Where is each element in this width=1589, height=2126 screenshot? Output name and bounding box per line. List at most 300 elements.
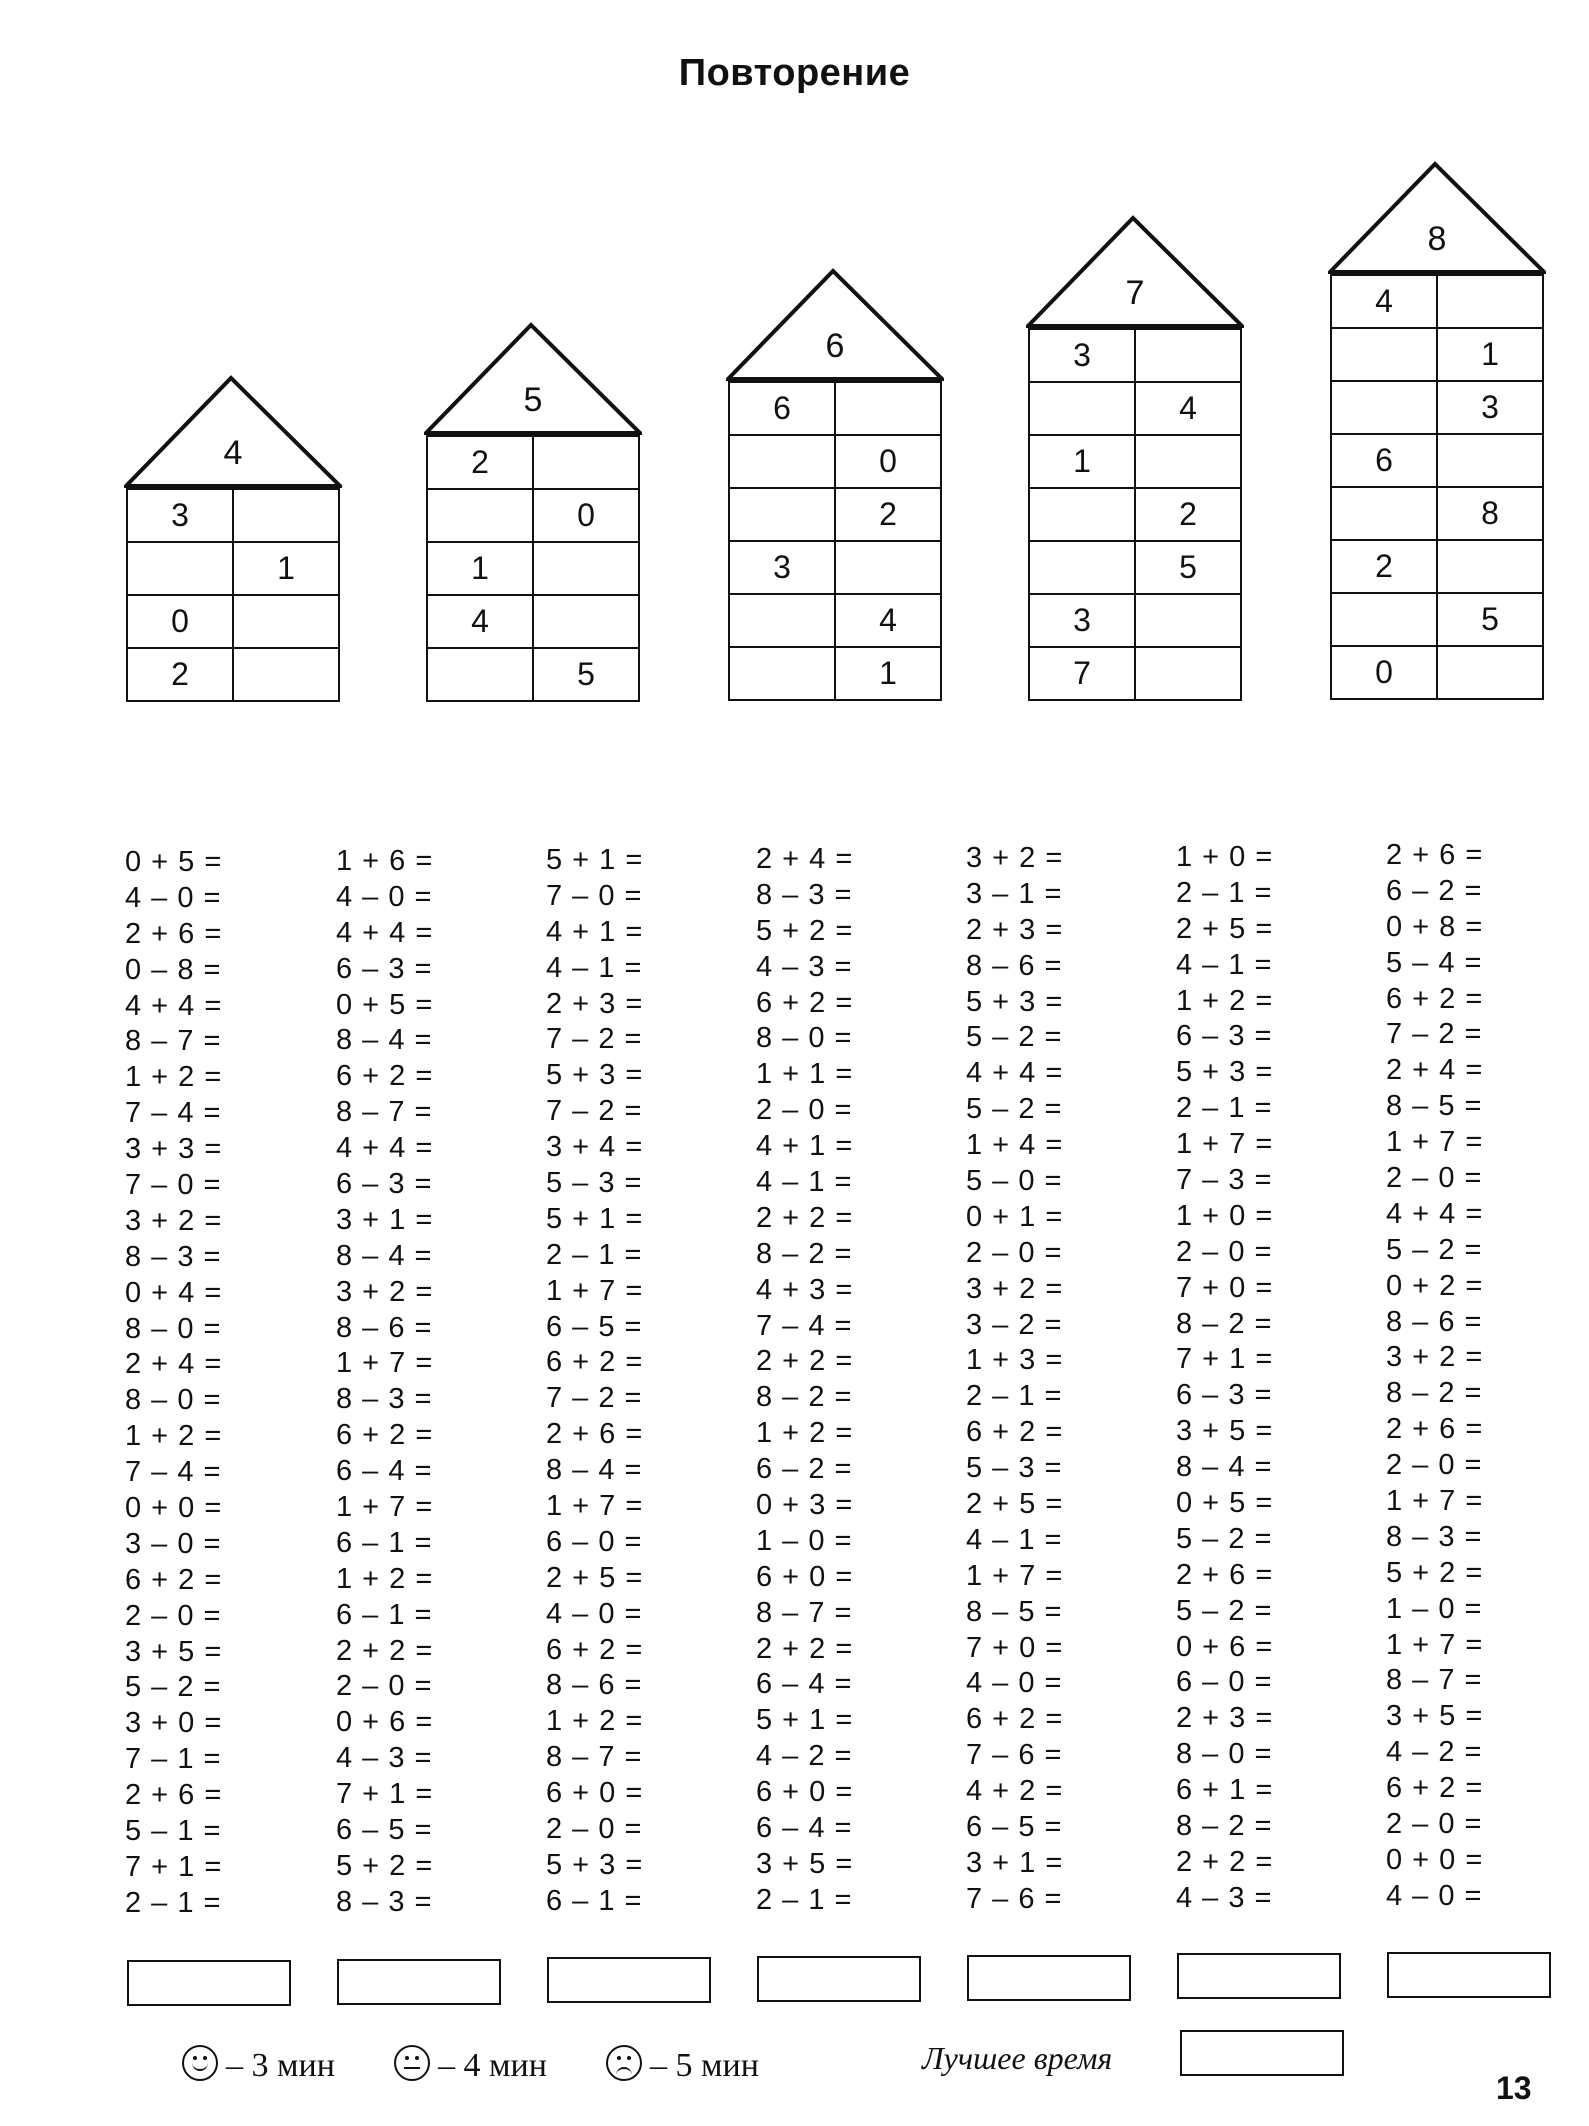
house-row (1331, 540, 1543, 593)
exercise: 6 – 2 = (756, 1453, 853, 1486)
exercise: 2 – 0 = (756, 1094, 853, 1127)
exercise: 6 + 2 = (756, 986, 854, 1019)
house-cell-empty[interactable] (1029, 382, 1135, 435)
exercise: 4 – 1 = (546, 951, 643, 984)
exercise: 0 + 5 = (1176, 1487, 1274, 1520)
exercise: 2 – 1 = (966, 1380, 1063, 1413)
house-cell: 3 (1029, 329, 1135, 382)
exercise: 5 + 1 = (546, 844, 644, 876)
exercise: 2 – 0 = (966, 1236, 1063, 1269)
exercise: 8 – 3 = (125, 1240, 222, 1273)
number-house (424, 321, 642, 702)
exercise: 7 + 1 = (125, 1850, 223, 1883)
exercise: 6 + 0 = (756, 1776, 854, 1809)
exercise: 7 – 0 = (125, 1169, 222, 1202)
exercise: 6 – 3 = (1176, 1379, 1273, 1412)
house-row (729, 647, 941, 700)
house-row (729, 541, 941, 594)
exercise: 6 + 2 = (1386, 982, 1484, 1015)
exercise: 4 + 3 = (756, 1273, 854, 1306)
exercise: 8 – 3 = (756, 878, 853, 911)
house-cell-empty[interactable] (729, 647, 835, 700)
house-row (127, 489, 339, 542)
exercise: 4 + 4 = (125, 989, 223, 1022)
exercise: 1 + 2 = (756, 1417, 854, 1450)
house-cell: 0 (127, 595, 233, 648)
house-roof-number: 7 (1125, 273, 1145, 312)
exercise: 2 – 0 = (546, 1813, 643, 1846)
exercise: 4 – 0 = (336, 880, 433, 913)
exercise: 0 + 6 = (336, 1706, 434, 1739)
house-cell: 1 (427, 542, 533, 595)
exercise: 0 + 4 = (125, 1276, 223, 1309)
house-cell: 3 (729, 541, 835, 594)
house-cell-empty[interactable] (1437, 540, 1543, 593)
exercise: 1 – 0 = (756, 1524, 853, 1557)
exercise: 3 – 1 = (966, 877, 1063, 910)
exercise: 8 – 5 = (1386, 1090, 1483, 1123)
neutral-face-icon (394, 2045, 430, 2081)
exercise: 7 – 6 = (966, 1882, 1063, 1915)
exercise: 3 + 5 = (1386, 1700, 1484, 1733)
exercise: 6 + 0 = (546, 1777, 644, 1810)
exercise: 4 – 3 = (336, 1742, 433, 1775)
exercise: 0 + 0 = (125, 1492, 223, 1525)
exercise: 1 + 7 = (546, 1490, 644, 1523)
house-cell-empty[interactable] (1331, 328, 1437, 381)
house-cell: 3 (1437, 381, 1543, 434)
exercise: 8 – 7 = (1386, 1664, 1483, 1697)
exercise: 5 – 2 = (1176, 1594, 1273, 1627)
exercise: 6 + 2 = (336, 1060, 434, 1093)
exercise: 3 + 4 = (546, 1131, 644, 1164)
exercise: 3 + 0 = (125, 1707, 223, 1740)
house-row (729, 382, 941, 435)
number-house (1328, 160, 1546, 700)
exercise: 8 – 2 = (756, 1381, 853, 1414)
exercise: 1 + 2 = (1176, 984, 1274, 1017)
exercise: 1 + 7 = (336, 1347, 434, 1380)
exercise: 2 + 2 = (1176, 1845, 1274, 1878)
exercise: 1 + 7 = (546, 1274, 644, 1307)
exercise: 7 – 6 = (966, 1739, 1063, 1772)
house-cell-empty[interactable] (729, 488, 835, 541)
house-row (1331, 646, 1543, 699)
house-cell: 7 (1029, 647, 1135, 700)
exercise: 8 – 2 = (1176, 1307, 1273, 1340)
house-row (1029, 329, 1241, 382)
house-cell-empty[interactable] (729, 594, 835, 647)
exercise: 3 + 5 = (756, 1847, 854, 1880)
house-cell-empty[interactable] (835, 541, 941, 594)
exercise: 6 + 2 = (966, 1703, 1064, 1736)
exercise: 5 – 2 = (1176, 1522, 1273, 1555)
exercise: 3 + 5 = (125, 1635, 223, 1668)
house-body (426, 435, 640, 702)
exercise: 0 + 1 = (966, 1200, 1064, 1233)
house-cell-empty[interactable] (1135, 329, 1241, 382)
house-cell: 4 (1331, 275, 1437, 328)
house-cell-empty[interactable] (1331, 381, 1437, 434)
exercise: 1 + 2 = (336, 1562, 434, 1595)
exercise: 8 – 6 = (1386, 1305, 1483, 1338)
exercise: 3 + 5 = (1176, 1415, 1274, 1448)
exercise: 2 – 1 = (1176, 1092, 1273, 1125)
exercise: 8 – 3 = (336, 1383, 433, 1416)
house-cell-empty[interactable] (1331, 593, 1437, 646)
house-roof-number: 5 (523, 380, 543, 419)
house-cell: 6 (729, 382, 835, 435)
exercise-column (125, 845, 315, 1922)
exercise: 7 – 2 = (546, 1382, 643, 1415)
house-cell-empty[interactable] (1331, 487, 1437, 540)
number-house (1026, 214, 1244, 701)
house-cell: 0 (1331, 646, 1437, 699)
house-cell: 3 (127, 489, 233, 542)
exercise: 8 – 0 = (1176, 1738, 1273, 1771)
exercise: 1 + 7 = (966, 1559, 1064, 1592)
exercise: 2 – 0 = (336, 1670, 433, 1703)
house-cell: 3 (1029, 594, 1135, 647)
exercise: 6 – 3 = (336, 952, 433, 985)
house-row (1029, 488, 1241, 541)
exercise: 4 + 4 = (966, 1057, 1064, 1090)
exercise: 0 + 8 = (1386, 910, 1484, 943)
exercise: 1 + 0 = (1176, 1199, 1274, 1232)
exercise: 2 + 5 = (546, 1561, 644, 1594)
exercise: 4 + 4 = (1386, 1197, 1484, 1230)
house-cell-empty[interactable] (533, 542, 639, 595)
exercise-column (336, 844, 526, 1921)
house-row (427, 436, 639, 489)
exercise: 1 + 4 = (966, 1129, 1064, 1162)
column-time-box[interactable] (757, 1956, 921, 2002)
house-cell: 5 (533, 648, 639, 701)
house-row (1331, 381, 1543, 434)
exercise-column (1176, 840, 1366, 1917)
exercise: 6 + 2 = (546, 1633, 644, 1666)
exercise: 6 – 0 = (1176, 1666, 1273, 1699)
column-time-box[interactable] (337, 1959, 501, 2005)
number-house (726, 267, 944, 701)
exercise: 8 – 0 = (125, 1384, 222, 1417)
column-time-box[interactable] (547, 1957, 711, 2003)
house-cell-empty[interactable] (127, 542, 233, 595)
exercise: 5 + 1 = (546, 1202, 644, 1235)
exercise: 8 – 7 = (336, 1096, 433, 1129)
exercise: 6 – 1 = (336, 1598, 433, 1631)
exercise: 8 – 4 = (1176, 1451, 1273, 1484)
house-cell-empty[interactable] (729, 435, 835, 488)
exercise: 2 + 2 = (336, 1634, 434, 1667)
house-body (1330, 274, 1544, 700)
house-roof-number: 8 (1427, 220, 1447, 258)
house-body (728, 381, 942, 701)
exercise: 6 – 4 = (756, 1668, 853, 1701)
exercise: 6 – 4 = (336, 1455, 433, 1488)
exercise: 2 + 6 = (125, 1779, 223, 1812)
exercise: 2 – 1 = (1176, 876, 1273, 909)
exercise: 5 – 2 = (125, 1671, 222, 1704)
house-cell: 1 (1437, 328, 1543, 381)
house-cell: 5 (1437, 593, 1543, 646)
house-cell: 2 (427, 436, 533, 489)
exercise: 4 – 1 = (1176, 948, 1273, 981)
house-cell: 2 (1331, 540, 1437, 593)
exercise: 0 + 2 = (1386, 1269, 1484, 1302)
exercise: 3 + 2 = (966, 1272, 1064, 1305)
house-roof-number: 6 (825, 327, 845, 365)
exercise: 8 – 7 = (546, 1741, 643, 1774)
exercise: 2 + 6 = (1386, 839, 1484, 871)
house-cell-empty[interactable] (1437, 434, 1543, 487)
exercise: 4 – 0 = (546, 1597, 643, 1630)
exercise-column (1386, 838, 1576, 1915)
exercise: 2 – 0 = (1386, 1449, 1483, 1482)
exercise: 7 – 4 = (125, 1097, 222, 1130)
exercise: 5 + 3 = (546, 1059, 644, 1092)
exercise: 2 + 3 = (1176, 1702, 1274, 1735)
house-cell: 1 (835, 647, 941, 700)
exercise: 7 – 2 = (546, 1095, 643, 1128)
exercise: 5 + 2 = (336, 1849, 434, 1882)
exercise: 2 + 4 = (1386, 1054, 1484, 1087)
exercise: 1 + 2 = (546, 1705, 644, 1738)
exercise: 0 – 8 = (125, 953, 222, 986)
exercise: 7 – 0 = (546, 879, 643, 912)
house-row (1331, 487, 1543, 540)
house-row (427, 542, 639, 595)
exercise: 2 – 0 = (1386, 1162, 1483, 1195)
house-row (427, 648, 639, 701)
exercise: 8 – 2 = (1176, 1810, 1273, 1843)
house-cell-empty[interactable] (1029, 541, 1135, 594)
house-cell-empty[interactable] (233, 648, 339, 701)
column-time-box[interactable] (967, 1955, 1131, 2001)
exercise: 5 + 3 = (966, 985, 1064, 1018)
exercise: 5 – 2 = (966, 1021, 1063, 1054)
house-cell-empty[interactable] (1135, 435, 1241, 488)
exercise: 8 – 6 = (546, 1669, 643, 1702)
exercise: 2 – 0 = (1176, 1235, 1273, 1268)
number-house (124, 374, 342, 702)
exercise: 4 – 0 = (125, 881, 222, 914)
exercise: 4 – 0 = (1386, 1879, 1483, 1912)
exercise: 5 – 4 = (1386, 946, 1483, 979)
house-cell: 1 (1029, 435, 1135, 488)
house-cell-empty[interactable] (1135, 647, 1241, 700)
house-cell-empty[interactable] (233, 489, 339, 542)
house-cell-empty[interactable] (1437, 646, 1543, 699)
exercise: 4 + 4 = (336, 916, 434, 949)
house-body (126, 488, 340, 702)
exercise: 8 – 6 = (336, 1311, 433, 1344)
house-cell-empty[interactable] (427, 648, 533, 701)
exercise: 5 – 1 = (125, 1815, 222, 1848)
legend-happy: – 3 мин (182, 2045, 335, 2085)
house-cell: 0 (533, 489, 639, 542)
exercise: 1 + 7 = (1176, 1128, 1274, 1161)
exercise: 6 + 2 = (966, 1416, 1064, 1449)
exercise: 2 – 1 = (125, 1886, 222, 1919)
exercise: 8 – 6 = (966, 949, 1063, 982)
exercise: 3 – 2 = (966, 1308, 1063, 1341)
exercise: 7 + 0 = (1176, 1271, 1274, 1304)
house-row (1029, 594, 1241, 647)
house-row (1331, 328, 1543, 381)
exercise: 2 + 6 = (1176, 1558, 1274, 1591)
exercise: 8 – 0 = (125, 1312, 222, 1345)
best-time-label: Лучшее время (922, 2040, 1113, 2076)
exercise: 4 + 1 = (546, 915, 644, 948)
exercise: 1 + 2 = (125, 1061, 223, 1094)
house-cell: 2 (835, 488, 941, 541)
house-row (1029, 382, 1241, 435)
house-row (1029, 647, 1241, 700)
exercise: 4 – 1 = (966, 1523, 1063, 1556)
exercise: 5 + 3 = (1176, 1056, 1274, 1089)
exercise: 4 – 2 = (756, 1740, 853, 1773)
best-time-box[interactable] (1180, 2030, 1344, 2076)
exercise: 1 + 0 = (1176, 841, 1274, 873)
exercise: 1 + 1 = (756, 1058, 854, 1091)
house-row (127, 542, 339, 595)
exercise: 2 + 5 = (1176, 912, 1274, 945)
exercise: 8 – 4 = (546, 1454, 643, 1487)
exercise: 6 + 2 = (336, 1419, 434, 1452)
exercise: 2 + 2 = (756, 1632, 854, 1665)
house-row (427, 595, 639, 648)
exercise: 8 – 3 = (336, 1885, 433, 1918)
house-cell-empty[interactable] (533, 436, 639, 489)
house-row (427, 489, 639, 542)
house-roof-number: 4 (223, 434, 243, 472)
exercise: 6 + 1 = (1176, 1774, 1274, 1807)
exercise: 6 – 1 = (546, 1884, 643, 1917)
page-number: 13 (1496, 2070, 1532, 2106)
exercise: 6 + 2 = (546, 1346, 644, 1379)
exercise: 6 – 5 = (966, 1811, 1063, 1844)
exercise: 8 – 7 = (756, 1596, 853, 1629)
house-body (1028, 328, 1242, 701)
column-time-box[interactable] (1387, 1952, 1551, 1998)
house-cell: 4 (427, 595, 533, 648)
house-cell: 5 (1135, 541, 1241, 594)
house-cell-empty[interactable] (233, 595, 339, 648)
exercise: 5 + 2 = (1386, 1556, 1484, 1589)
exercise: 2 + 6 = (1386, 1413, 1484, 1446)
house-cell-empty[interactable] (1029, 488, 1135, 541)
exercise: 5 + 1 = (756, 1704, 854, 1737)
exercise: 7 – 4 = (125, 1456, 222, 1489)
house-cell-empty[interactable] (835, 382, 941, 435)
house-row (1029, 435, 1241, 488)
exercise: 2 – 1 = (756, 1883, 853, 1916)
exercise: 6 + 0 = (756, 1560, 854, 1593)
exercise: 4 + 2 = (966, 1775, 1064, 1808)
legend-sad: – 5 мин (606, 2045, 759, 2085)
sad-face-icon (606, 2045, 642, 2081)
exercise: 4 – 3 = (756, 950, 853, 983)
house-cell-empty[interactable] (427, 489, 533, 542)
exercise: 3 + 3 = (125, 1133, 223, 1166)
exercise: 5 – 3 = (546, 1167, 643, 1200)
exercise: 8 – 5 = (966, 1595, 1063, 1628)
exercise-column (966, 841, 1156, 1918)
exercise: 7 + 1 = (1176, 1343, 1274, 1376)
exercise: 1 + 7 = (336, 1491, 434, 1524)
house-cell: 4 (835, 594, 941, 647)
exercise: 3 + 2 = (336, 1275, 434, 1308)
exercise: 3 + 2 = (1386, 1341, 1484, 1374)
exercise: 6 – 3 = (1176, 1020, 1273, 1053)
happy-face-icon (182, 2045, 218, 2081)
house-row (1029, 541, 1241, 594)
exercise: 3 + 2 = (966, 842, 1064, 874)
exercise: 1 + 2 = (125, 1420, 223, 1453)
house-cell: 1 (233, 542, 339, 595)
exercise: 7 – 1 = (125, 1743, 222, 1776)
exercise: 2 + 6 = (546, 1418, 644, 1451)
exercise: 1 + 3 = (966, 1344, 1064, 1377)
exercise: 2 + 2 = (756, 1345, 854, 1378)
exercise: 8 – 2 = (1386, 1377, 1483, 1410)
exercise: 5 – 3 = (966, 1452, 1063, 1485)
exercise: 5 + 3 = (546, 1848, 644, 1881)
exercise: 8 – 4 = (336, 1239, 433, 1272)
exercise: 7 – 3 = (1176, 1164, 1273, 1197)
exercise: 7 – 2 = (546, 1023, 643, 1056)
exercise: 6 – 4 = (756, 1812, 853, 1845)
exercise: 2 + 3 = (546, 987, 644, 1020)
exercise: 1 + 7 = (1386, 1628, 1484, 1661)
house-cell: 2 (127, 648, 233, 701)
house-row (729, 435, 941, 488)
exercise: 2 – 1 = (546, 1238, 643, 1271)
exercise: 0 + 5 = (336, 988, 434, 1021)
house-cell-empty[interactable] (1135, 594, 1241, 647)
exercise: 2 – 0 = (125, 1599, 222, 1632)
legend-neutral: – 4 мин (394, 2045, 547, 2085)
house-row (729, 594, 941, 647)
exercise: 1 + 6 = (336, 845, 434, 877)
house-row (127, 648, 339, 701)
exercise: 8 – 2 = (756, 1237, 853, 1270)
house-cell-empty[interactable] (533, 595, 639, 648)
column-time-box[interactable] (127, 1960, 291, 2006)
house-cell: 2 (1135, 488, 1241, 541)
exercise: 5 – 0 = (966, 1165, 1063, 1198)
exercise: 6 – 1 = (336, 1526, 433, 1559)
exercise: 7 + 1 = (336, 1778, 434, 1811)
exercise: 6 – 3 = (336, 1168, 433, 1201)
exercise: 2 + 5 = (966, 1488, 1064, 1521)
exercise: 2 – 0 = (1386, 1808, 1483, 1841)
house-cell-empty[interactable] (1437, 275, 1543, 328)
exercise: 6 – 5 = (546, 1310, 643, 1343)
exercise: 8 – 0 = (756, 1022, 853, 1055)
exercise: 2 + 2 = (756, 1201, 854, 1234)
column-time-box[interactable] (1177, 1953, 1341, 1999)
exercise: 2 + 4 = (125, 1348, 223, 1381)
exercise: 6 + 2 = (1386, 1772, 1484, 1805)
house-row (729, 488, 941, 541)
exercise: 0 + 0 = (1386, 1843, 1484, 1876)
exercise: 4 + 1 = (756, 1130, 854, 1163)
page-title: Повторение (678, 52, 911, 94)
exercise: 1 + 7 = (1386, 1126, 1484, 1159)
house-row (1331, 593, 1543, 646)
